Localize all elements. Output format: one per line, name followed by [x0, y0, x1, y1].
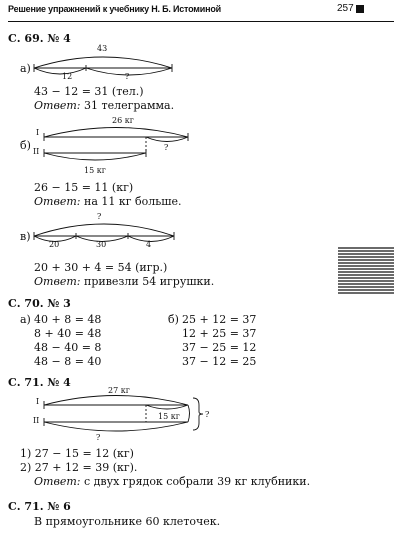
diagram-v-seg3: 4: [146, 240, 152, 249]
line-text: 27 − 15 = 12 (кг): [34, 447, 134, 460]
answer-b: [34, 195, 181, 208]
exercise-heading-70-3: С. 70. № 3: [8, 297, 71, 310]
answer-text: с двух грядок собрали 39 кг клубники.: [84, 475, 311, 488]
col-b-line: 12 + 25 = 37: [182, 327, 257, 340]
col-b-label: б): [168, 313, 179, 326]
ex3-row1: I: [36, 397, 40, 406]
running-header: Решение упражнений к учебнику Н. Б. Истоминой: [8, 4, 221, 14]
diagram-b-diff: ?: [164, 143, 169, 152]
line-text: 27 + 12 = 39 (кг).: [34, 461, 138, 474]
answer-text: привезли 54 игрушки.: [84, 275, 215, 288]
diagram-a-left: 12: [62, 72, 73, 81]
col-a-label: а): [20, 313, 31, 326]
col-a-line: 48 − 40 = 8: [34, 341, 102, 354]
equation-b: 26 − 15 = 11 (кг): [34, 181, 134, 194]
line-number: 1): [20, 447, 32, 460]
diagram-b-row1: I: [36, 128, 40, 137]
ex3-line-2: [20, 461, 137, 474]
diagram-a: [34, 57, 172, 75]
answer-v: [34, 275, 214, 288]
answer-label: Ответ:: [34, 275, 81, 288]
answer-text: на 11 кг больше.: [84, 195, 182, 208]
diagram-b-bottom: 15 кг: [84, 166, 106, 175]
part-label-b: б): [20, 139, 31, 152]
ex4-text: В прямоугольнике 60 клеточек.: [34, 515, 221, 528]
exercise-heading-71-4: С. 71. № 4: [8, 376, 71, 389]
col-a-line: 40 + 8 = 48: [34, 313, 102, 326]
answer-text: 31 телеграмма.: [84, 99, 175, 112]
diagram-a-unknown: ?: [125, 72, 130, 81]
diagram-b-top: 26 кг: [112, 116, 134, 125]
answer-label: Ответ:: [34, 195, 81, 208]
part-label-v: в): [20, 230, 31, 243]
diagram-a-total: 43: [97, 44, 108, 53]
answer-label: Ответ:: [34, 99, 81, 112]
equation-v: 20 + 30 + 4 = 54 (игр.): [34, 261, 168, 274]
exercise-heading-69-4: С. 69. № 4: [8, 32, 71, 45]
thumb-index-tab: [338, 247, 394, 295]
ex3-bottom-question: ?: [96, 433, 101, 442]
diagram-v: [34, 224, 174, 242]
ex3-inner-label: 15 кг: [158, 412, 180, 421]
exercise-heading-71-6: С. 71. № 6: [8, 500, 71, 513]
ex3-row2: II: [33, 416, 40, 425]
col-b-line: 37 − 25 = 12: [182, 341, 257, 354]
ex3-answer: [34, 475, 310, 488]
part-label-a: а): [20, 62, 31, 75]
ex3-brace-question: ?: [205, 410, 210, 419]
page-number: 257: [337, 3, 354, 14]
col-a-line: 48 − 8 = 40: [34, 355, 102, 368]
col-b-line: 25 + 12 = 37: [182, 313, 257, 326]
ex3-top-label: 27 кг: [108, 386, 130, 395]
ex3-line-1: [20, 447, 134, 460]
col-b-line: 37 − 12 = 25: [182, 355, 257, 368]
diagram-v-seg1: 20: [49, 240, 60, 249]
diagram-v-seg2: 30: [96, 240, 107, 249]
answer-label: Ответ:: [34, 475, 81, 488]
line-number: 2): [20, 461, 32, 474]
diagram-v-total: ?: [97, 212, 102, 221]
diagram-b-row2: II: [33, 147, 40, 156]
equation-a: 43 − 12 = 31 (тел.): [34, 85, 144, 98]
answer-a: [34, 99, 174, 112]
col-a-line: 8 + 40 = 48: [34, 327, 102, 340]
